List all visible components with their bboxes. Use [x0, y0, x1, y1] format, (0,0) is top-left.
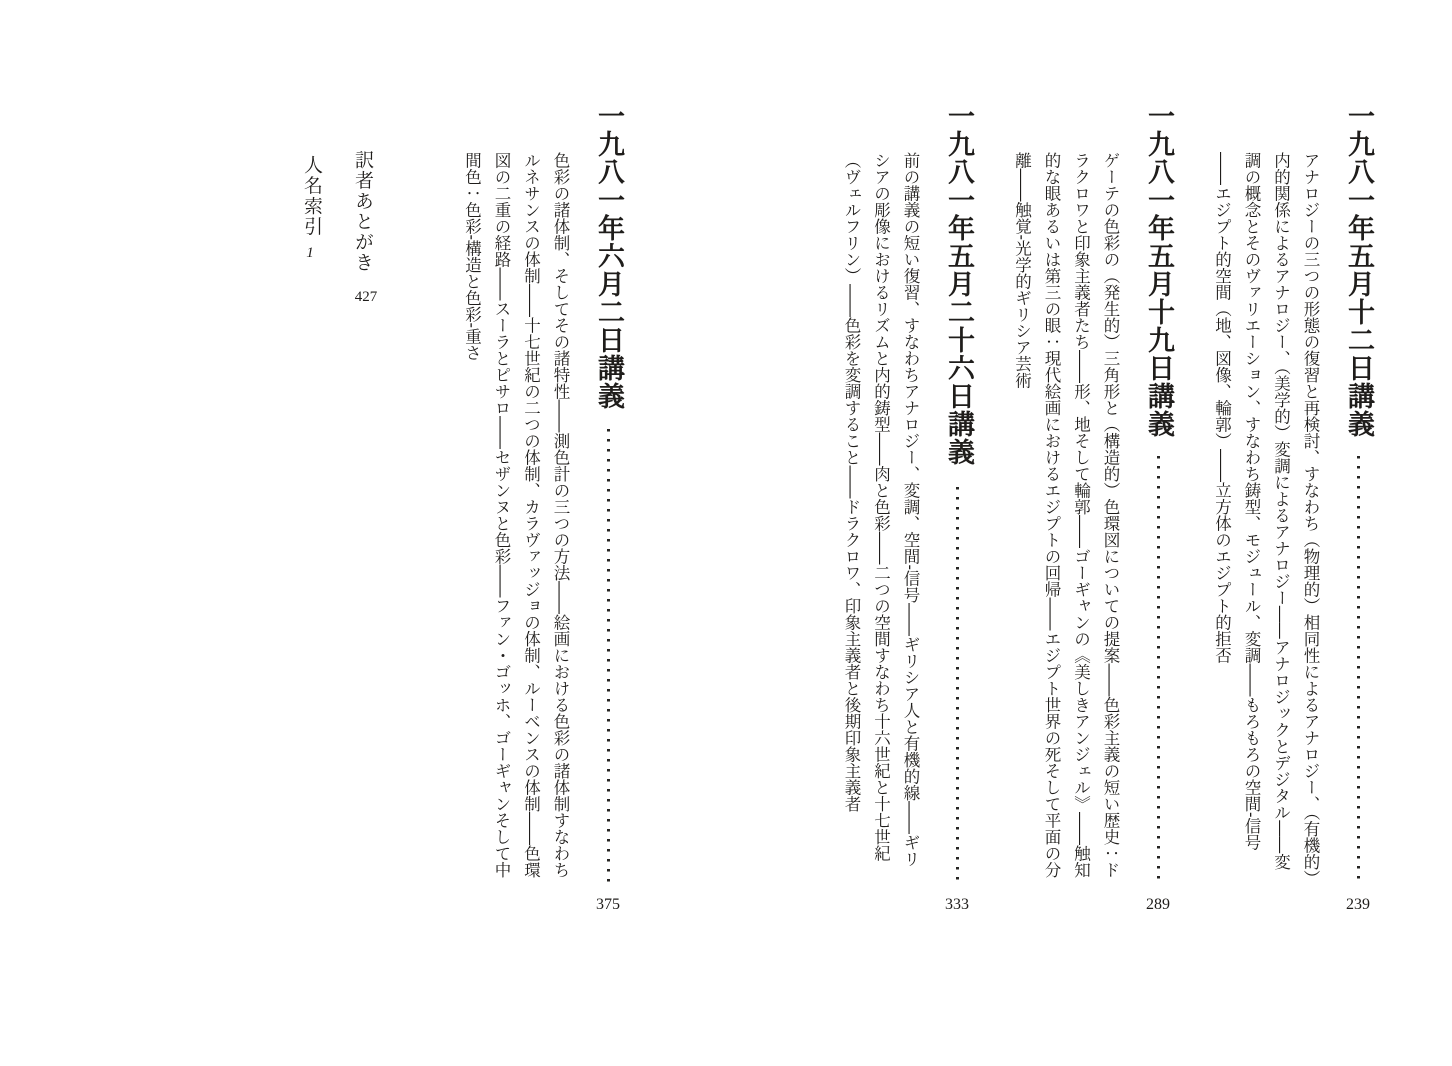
lecture-title: 一九八一年五月十二日講義	[1344, 102, 1374, 438]
page-number: 427	[354, 289, 378, 305]
summary-line: 内的関係によるアナロジー、（美学的）変調によるアナロジー——アナロジックとデジタル——変	[1271, 152, 1290, 870]
summary-line: ラクロワと印象主義者たち——形、地そして輪郭——ゴーギャンの《美しきアンジェル》——触知	[1071, 152, 1090, 878]
summary-line: 間色：色彩‐構造と色彩‐重さ	[462, 152, 481, 361]
toc-entry-lecture-1	[1206, 102, 1376, 950]
summary-line: （ヴェルフリン）——色彩を変調すること——ドラクロワ、印象主義者と後期印象主義者	[842, 152, 860, 812]
summary-line: 調の概念とそのヴァリエーション、すなわち鋳型、モジュール、変調——もろもろの空間‐信号	[1242, 152, 1260, 851]
summary-line: ルネサンスの体制——十七世紀の二つの体制、カラヴァッジョの体制、ルーベンスの体制——色環	[521, 152, 540, 878]
page-number: 239	[1346, 896, 1370, 913]
dotted-leader	[607, 429, 610, 886]
name-index-title: 人名索引	[301, 155, 322, 237]
summary-line: ゲーテの色彩の（発生的）三角形と（構造的）色環図についての提案——色彩主義の短い歴史：ド	[1101, 152, 1119, 878]
page-number: 289	[1146, 896, 1170, 913]
summary-line: 前の講義の短い復習、すなわちアナロジー、変調、空間‐信号——ギリシア人と有機的線——ギリ	[901, 152, 919, 867]
toc-entry-lecture-3	[836, 102, 977, 950]
toc-entry-lecture-2	[1006, 102, 1176, 950]
dotted-leader	[1157, 456, 1160, 886]
lecture-summary	[1206, 102, 1324, 950]
lecture-title: 一九八一年五月十九日講義	[1144, 102, 1174, 438]
page-number: 1	[306, 245, 314, 261]
lecture-summary	[456, 102, 574, 950]
summary-line: アナロジーの三つの形態の復習と再検討、すなわち（物理的）相同性によるアナロジー、（有機的）	[1301, 152, 1319, 887]
dotted-leader	[956, 487, 959, 886]
page-number: 333	[945, 896, 969, 913]
dotted-leader	[1357, 456, 1360, 886]
page-number: 375	[596, 896, 620, 913]
toc-entry-name-index	[300, 155, 323, 237]
toc-entry-afterword	[351, 150, 374, 273]
summary-line: ——エジプト的空間（地、図像、輪郭）——立方体のエジプト的拒否	[1212, 152, 1231, 664]
summary-line: シアの彫像におけるリズムと内的鋳型——肉と色彩——二つの空間すなわち十六世紀と十七世紀	[871, 152, 890, 862]
lecture-summary	[1006, 102, 1124, 950]
summary-line: 的な眼あるいは第三の眼：現代絵画におけるエジプトの回帰——エジプト世界の死そして平面の分	[1042, 152, 1060, 878]
summary-line: 図の二重の経路——スーラとピサロ——セザンヌと色彩——ファン・ゴッホ、ゴーギャンそして中	[492, 152, 510, 878]
summary-line: 色彩の諸体制、そしてその諸特性——測色計の三つの方法——絵画における色彩の諸体制すなわち	[551, 152, 569, 878]
lecture-summary	[836, 102, 925, 950]
toc-entry-lecture-4	[456, 102, 626, 950]
afterword-title: 訳者あとがき	[352, 150, 373, 273]
lecture-title: 一九八一年五月二十六日講義	[944, 102, 974, 466]
summary-line: 離——触覚‐光学的ギリシア芸術	[1012, 152, 1031, 389]
lecture-title: 一九八一年六月二日講義	[594, 102, 624, 410]
